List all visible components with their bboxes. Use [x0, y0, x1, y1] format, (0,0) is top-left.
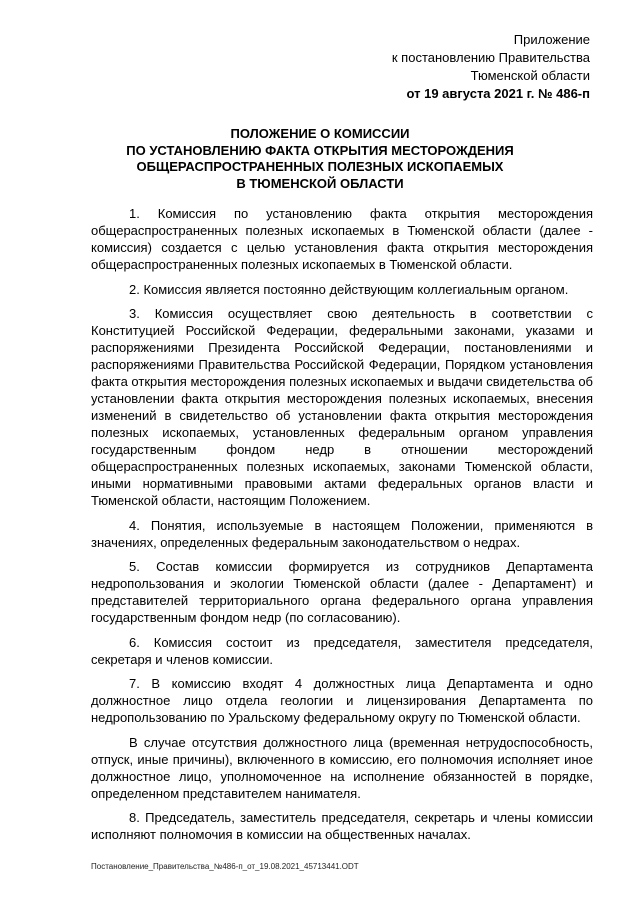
paragraph-8: 8. Председатель, заместитель председателя, секретарь и члены комиссии исполняют полномочия в комиссии на общественных началах. — [91, 810, 593, 842]
appendix-header — [370, 31, 590, 103]
appendix-decree-date: от 19 августа 2021 г. № 486-п — [406, 86, 590, 101]
paragraph-5: 5. Состав комиссии формируется из сотрудников Департамента недропользования и экологии Тюменской области (далее - Департамент) и представителей территориального органа федерального органа управления государственным фондом недр (по согласованию). — [91, 559, 593, 625]
footer-filename: Постановление_Правительства_№486-п_от_19.08.2021_45713441.ODT — [91, 862, 359, 871]
document-body — [91, 205, 593, 851]
title-line-2: ПО УСТАНОВЛЕНИЮ ФАКТА ОТКРЫТИЯ МЕСТОРОЖДЕНИЯ — [126, 142, 514, 158]
paragraph-1: 1. Комиссия по установлению факта открытия месторождения общераспространенных полезных ископаемых в Тюменской области (далее - комиссия) создается с целью установления факта открытия месторождения общераспространенных полезных ископаемых в Тюменской области. — [91, 206, 593, 272]
title-line-4: В ТЮМЕНСКОЙ ОБЛАСТИ — [236, 175, 404, 191]
paragraph-6: 6. Комиссия состоит из председателя, заместителя председателя, секретаря и членов комиссии. — [91, 634, 593, 667]
appendix-reference: к постановлению Правительства — [391, 50, 590, 65]
paragraph-2: 2. Комиссия является постоянно действующим коллегиальным органом. — [129, 281, 569, 297]
title-line-1: ПОЛОЖЕНИЕ О КОМИССИИ — [230, 126, 410, 141]
paragraph-7-continuation: В случае отсутствия должностного лица (временная нетрудоспособность, отпуск, иные причины), включенного в комиссию, его полномочия исполняет иное должностное лицо, уполномоченное на исполнение обязанностей в порядке, определенном представителем нанимателя. — [91, 734, 593, 801]
document-title — [91, 126, 549, 192]
paragraph-7: 7. В комиссию входят 4 должностных лица Департамента и одно должностное лицо отдела геологии и лицензирования Департамента по недропользованию по Уральскому федеральному округу по Тюменской области. — [91, 676, 593, 725]
appendix-region: Тюменской области — [470, 68, 590, 83]
paragraph-3: 3. Комиссия осуществляет свою деятельность в соответствии с Конституцией Российской Федерации, федеральными законами, указами и распоряжениями Президента Российской Федерации, постановлениями и распоряжениями Правительства Российской Федерации, Порядком установления факта открытия месторождения полезных ископаемых и выдачи свидетельства об установлении факта открытия месторождения полезных ископаемых, внесения изменений в свидетельство об установлении факта открытия месторождения полезных ископаемых, установленных федеральным органом управления государственным фондом недр в отношении месторождений общераспространенных полезных ископаемых, законами Тюменской области, иными нормативными правовыми актами федеральных органов власти и Тюменской области, настоящим Положением. — [91, 306, 593, 508]
appendix-label: Приложение — [513, 32, 590, 47]
title-line-3: ОБЩЕРАСПРОСТРАНЕННЫХ ПОЛЕЗНЫХ ИСКОПАЕМЫХ — [136, 159, 504, 174]
paragraph-4: 4. Понятия, используемые в настоящем Положении, применяются в значениях, определенных федеральным законодательством о недрах. — [91, 517, 593, 550]
